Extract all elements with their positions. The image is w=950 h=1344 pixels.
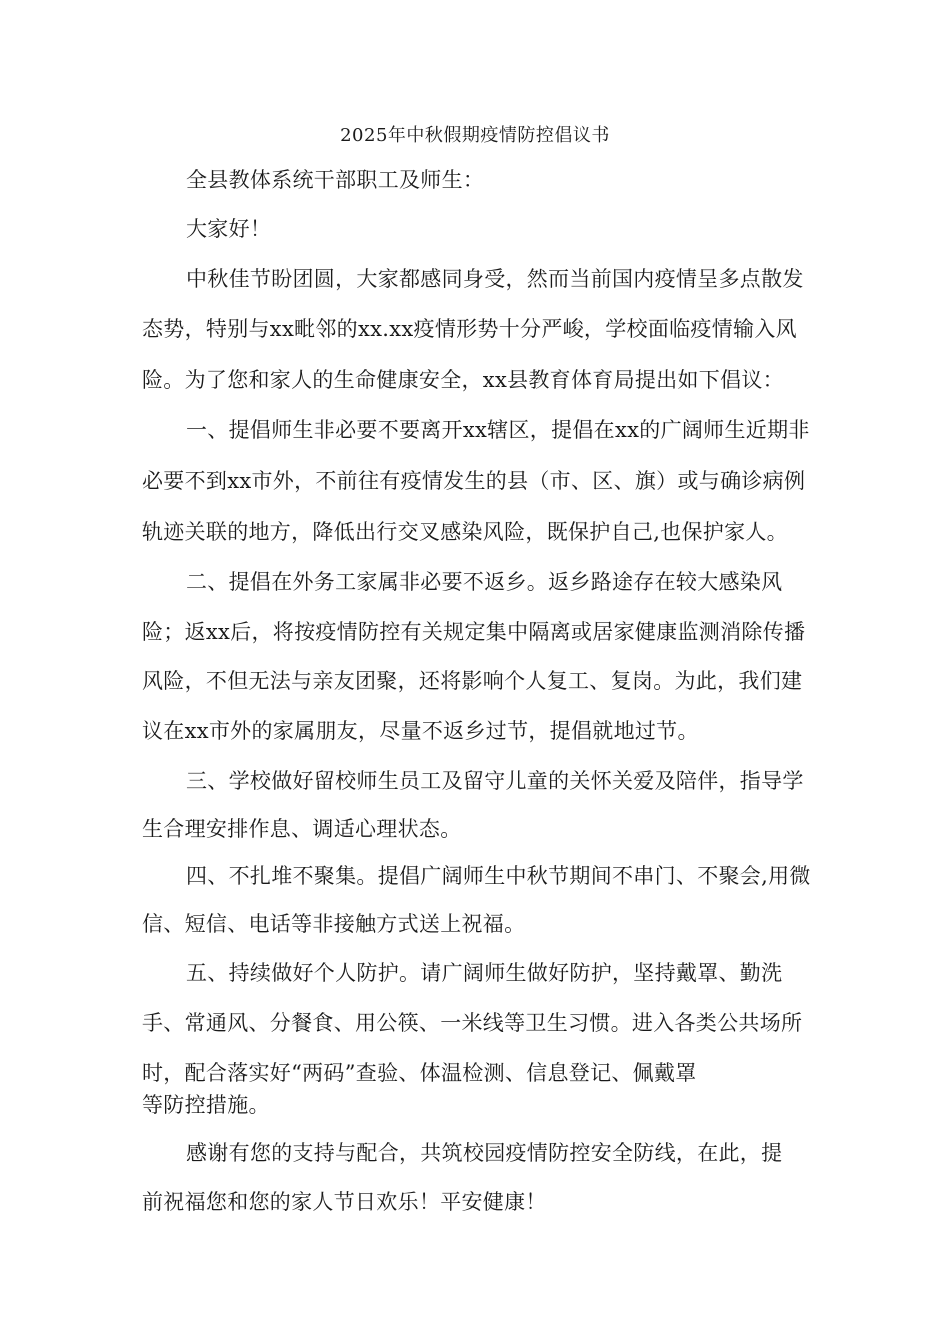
- paragraph-line: 时，配合落实好“两码”查验、体温检测、信息登记、佩戴罩: [142, 1061, 697, 1085]
- paragraph-line: 手、常通风、分餐食、用公筷、一米线等卫生习惯。进入各类公共场所: [142, 1011, 803, 1035]
- paragraph-line: 风险，不但无法与亲友团聚，还将影响个人复工、复岗。为此，我们建: [142, 669, 803, 693]
- salutation: 全县教体系统干部职工及师生：: [186, 168, 485, 192]
- paragraph-line: 轨迹关联的地方，降低出行交叉感染风险，既保护自己,也保护家人。: [142, 520, 788, 544]
- paragraph-line: 信、短信、电话等非接触方式送上祝福。: [142, 912, 526, 936]
- paragraph-line: 感谢有您的支持与配合，共筑校园疫情防控安全防线，在此，提: [186, 1141, 783, 1165]
- paragraph-line: 三、学校做好留校师生员工及留守儿童的关怀关爱及陪伴，指导学: [186, 769, 804, 793]
- paragraph-line: 必要不到xx市外，不前往有疫情发生的县（市、区、旗）或与确诊病例: [142, 469, 806, 493]
- paragraph-line: 险。为了您和家人的生命健康安全，xx县教育体育局提出如下倡议：: [142, 368, 784, 392]
- greeting: 大家好！: [186, 217, 272, 241]
- paragraph-line: 生合理安排作息、调适心理状态。: [142, 817, 462, 841]
- paragraph-line: 议在xx市外的家属朋友，尽量不返乡过节，提倡就地过节。: [142, 719, 699, 743]
- paragraph-line: 中秋佳节盼团圆，大家都感同身受，然而当前国内疫情呈多点散发: [186, 267, 804, 291]
- paragraph-line: 五、持续做好个人防护。请广阔师生做好防护，坚持戴罩、勤洗: [186, 961, 783, 985]
- paragraph-line: 四、不扎堆不聚集。提倡广阔师生中秋节期间不串门、不聚会,用微: [186, 864, 811, 888]
- paragraph-line: 一、提倡师生非必要不要离开xx辖区，提倡在xx的广阔师生近期非: [186, 418, 810, 442]
- paragraph-line: 等防控措施。: [142, 1093, 270, 1117]
- paragraph-line: 态势，特别与xx毗邻的xx.xx疫情形势十分严峻，学校面临疫情输入风: [142, 317, 797, 341]
- paragraph-line: 二、提倡在外务工家属非必要不返乡。返乡路途存在较大感染风: [186, 570, 783, 594]
- paragraph-line: 险；返xx后，将按疫情防控有关规定集中隔离或居家健康监测消除传播: [142, 620, 806, 644]
- paragraph-line: 前祝福您和您的家人节日欢乐！平安健康！: [142, 1190, 547, 1214]
- document-title: 2025年中秋假期疫情防控倡议书: [340, 125, 610, 146]
